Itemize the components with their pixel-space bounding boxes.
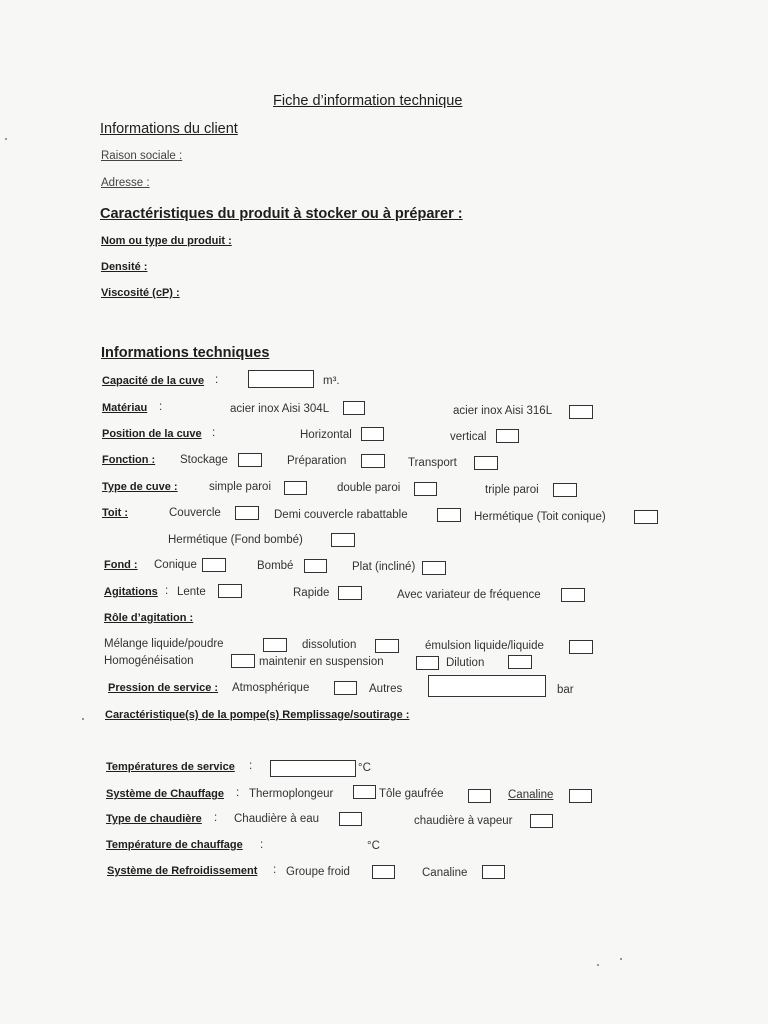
type-cuve-opt1-label: simple paroi	[209, 481, 271, 493]
fonction-opt1-label: Stockage	[180, 454, 228, 466]
refroidissement-opt1-label: Groupe froid	[286, 866, 350, 878]
temp-chauffage-label: Température de chauffage	[106, 839, 243, 851]
chaudiere-vapeur-checkbox[interactable]	[530, 814, 553, 828]
materiau-label: Matériau	[102, 402, 148, 414]
tech-heading: Informations techniques	[101, 345, 270, 361]
type-cuve-opt3-label: triple paroi	[485, 484, 539, 496]
fonction-stockage-checkbox[interactable]	[238, 453, 262, 467]
position-vertical-checkbox[interactable]	[496, 429, 519, 443]
role-opt2-label: dissolution	[302, 639, 357, 651]
chauffage-colon: :	[236, 787, 240, 799]
chauffage-thermoplongeur-checkbox[interactable]	[353, 785, 376, 799]
document-title: Fiche d’information technique	[273, 93, 463, 109]
temp-service-label: Températures de service	[106, 761, 235, 773]
capacite-unit: m³.	[323, 375, 340, 387]
role-suspension-checkbox[interactable]	[416, 656, 439, 670]
agitations-opt2-label: Rapide	[293, 587, 330, 599]
agitation-variateur-checkbox[interactable]	[561, 588, 585, 602]
client-heading: Informations du client	[100, 121, 238, 137]
agitation-rapide-checkbox[interactable]	[338, 586, 362, 600]
chauffage-tole-checkbox[interactable]	[468, 789, 491, 803]
toit-couvercle-checkbox[interactable]	[235, 506, 259, 520]
fond-conique-checkbox[interactable]	[202, 558, 226, 572]
position-label: Position de la cuve	[102, 428, 202, 440]
temp-chauffage-unit: °C	[367, 840, 380, 852]
chaudiere-label: Type de chaudière	[106, 813, 202, 825]
chauffage-label: Système de Chauffage	[106, 788, 224, 800]
chaudiere-eau-checkbox[interactable]	[339, 812, 362, 826]
pompe-label: Caractéristique(s) de la pompe(s) Remplissage/soutirage :	[105, 709, 410, 721]
position-opt1-label: Horizontal	[300, 429, 352, 441]
fond-plat-checkbox[interactable]	[422, 561, 446, 575]
role-dissolution-checkbox[interactable]	[375, 639, 399, 653]
refroidissement-groupe-froid-checkbox[interactable]	[372, 865, 395, 879]
scan-speck	[5, 138, 7, 140]
toit-hermetique-conique-checkbox[interactable]	[634, 510, 658, 524]
densite-label: Densité :	[101, 261, 148, 273]
chauffage-canaline-checkbox[interactable]	[569, 789, 592, 803]
role-opt5-label: maintenir en suspension	[259, 656, 384, 668]
chauffage-opt1-label: Thermoplongeur	[249, 788, 334, 800]
fond-opt1-label: Conique	[154, 559, 197, 571]
role-opt6-label: Dilution	[446, 657, 485, 669]
toit-hermetique-bombe-checkbox[interactable]	[331, 533, 355, 547]
nom-produit-label: Nom ou type du produit :	[101, 235, 232, 247]
toit-opt3-label: Hermétique (Toit conique)	[474, 511, 606, 523]
scan-speck	[82, 718, 84, 720]
role-opt3-label: émulsion liquide/liquide	[425, 640, 544, 652]
chauffage-opt2-label: Tôle gaufrée	[379, 788, 444, 800]
position-opt2-label: vertical	[450, 431, 487, 443]
produit-heading: Caractéristiques du produit à stocker ou à préparer :	[100, 206, 463, 222]
fonction-opt2-label: Préparation	[287, 455, 347, 467]
type-cuve-simple-checkbox[interactable]	[284, 481, 307, 495]
refroidissement-canaline-checkbox[interactable]	[482, 865, 505, 879]
agitations-label: Agitations	[104, 586, 158, 598]
temp-chauffage-colon: :	[260, 839, 264, 851]
chaudiere-opt2-label: chaudière à vapeur	[414, 815, 513, 827]
type-cuve-opt2-label: double paroi	[337, 482, 401, 494]
fond-opt3-label: Plat (incliné)	[352, 561, 416, 573]
role-emulsion-checkbox[interactable]	[569, 640, 593, 654]
toit-label: Toit :	[102, 507, 129, 519]
scan-speck	[620, 958, 622, 960]
refroidissement-opt2-label: Canaline	[422, 867, 468, 879]
chauffage-opt3-label: Canaline	[508, 789, 554, 801]
viscosite-label: Viscosité (cP) :	[101, 287, 180, 299]
temp-service-input[interactable]	[270, 760, 356, 777]
materiau-316l-checkbox[interactable]	[569, 405, 593, 419]
capacite-label: Capacité de la cuve	[102, 375, 205, 387]
toit-opt2-label: Demi couvercle rabattable	[274, 509, 408, 521]
materiau-colon: :	[159, 401, 163, 413]
pression-opt2-label: Autres	[369, 683, 403, 695]
agitation-lente-checkbox[interactable]	[218, 584, 242, 598]
materiau-304l-checkbox[interactable]	[343, 401, 365, 415]
fonction-label: Fonction :	[102, 454, 156, 466]
refroidissement-label: Système de Refroidissement	[107, 865, 258, 877]
toit-opt4-label: Hermétique (Fond bombé)	[168, 534, 303, 546]
type-cuve-double-checkbox[interactable]	[414, 482, 437, 496]
position-colon: :	[212, 427, 216, 439]
fonction-preparation-checkbox[interactable]	[361, 454, 385, 468]
chaudiere-opt1-label: Chaudière à eau	[234, 813, 320, 825]
fonction-opt3-label: Transport	[408, 457, 457, 469]
role-opt1-label: Mélange liquide/poudre	[104, 638, 224, 650]
adresse-label: Adresse :	[101, 177, 150, 189]
fonction-transport-checkbox[interactable]	[474, 456, 498, 470]
toit-demi-couvercle-checkbox[interactable]	[437, 508, 461, 522]
role-melange-checkbox[interactable]	[263, 638, 287, 652]
pression-atmospherique-checkbox[interactable]	[334, 681, 357, 695]
toit-opt1-label: Couvercle	[169, 507, 221, 519]
materiau-opt1-label: acier inox Aisi 304L	[230, 403, 330, 415]
pression-opt1-label: Atmosphérique	[232, 682, 310, 694]
chaudiere-colon: :	[214, 812, 218, 824]
scan-speck	[597, 964, 599, 966]
temp-service-colon: :	[249, 760, 253, 772]
pression-unit: bar	[557, 684, 574, 696]
role-agitation-label: Rôle d’agitation :	[104, 612, 194, 624]
role-opt4-label: Homogénéisation	[104, 655, 194, 667]
refroidissement-colon: :	[273, 864, 277, 876]
agitations-opt3-label: Avec variateur de fréquence	[397, 589, 541, 601]
position-horizontal-checkbox[interactable]	[361, 427, 384, 441]
fond-opt2-label: Bombé	[257, 560, 294, 572]
raison-sociale-label: Raison sociale :	[101, 150, 183, 162]
pression-label: Pression de service :	[108, 682, 219, 694]
fond-bombe-checkbox[interactable]	[304, 559, 327, 573]
type-cuve-label: Type de cuve :	[102, 481, 178, 493]
fond-label: Fond :	[104, 559, 138, 571]
capacite-colon: :	[215, 374, 219, 386]
agitations-opt1-label: Lente	[177, 586, 206, 598]
type-cuve-triple-checkbox[interactable]	[553, 483, 577, 497]
role-dilution-checkbox[interactable]	[508, 655, 532, 669]
agitations-colon: :	[165, 585, 169, 597]
pression-autres-input[interactable]	[428, 675, 546, 697]
materiau-opt2-label: acier inox Aisi 316L	[453, 405, 553, 417]
temp-service-unit: °C	[358, 762, 371, 774]
role-homogeneisation-checkbox[interactable]	[231, 654, 255, 668]
capacite-input[interactable]	[248, 370, 314, 388]
